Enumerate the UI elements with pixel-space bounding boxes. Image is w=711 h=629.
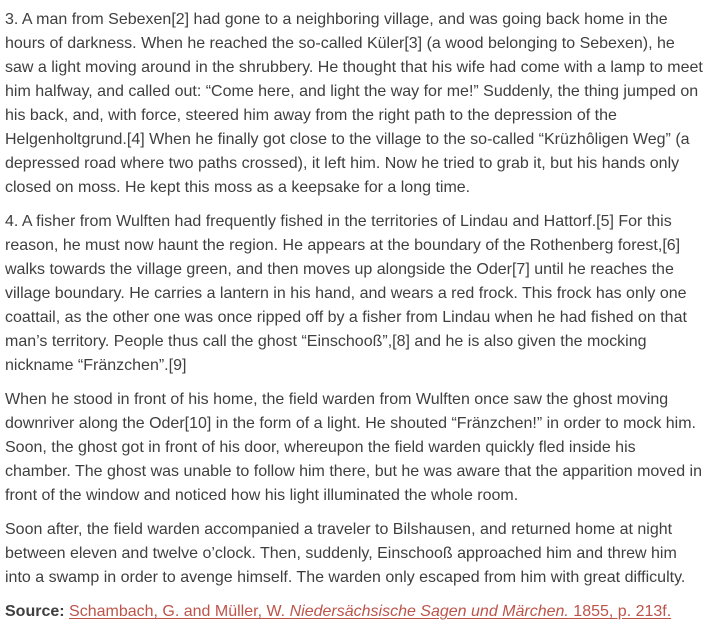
paragraph-4: Soon after, the field warden accompanied a traveler to Bilshausen, and returned home at night between eleven and twelve o’clock. Then, suddenly, Einschooß approached him and threw him into a swamp in order to avenge himself. The warden only escaped from him with great difficulty. <box>5 521 686 586</box>
paragraph-3: When he stood in front of his home, the field warden from Wulften once saw the ghost moving downriver along the Oder[10] in the form of a light. He shouted “Fränzchen!” in order to mock him. Soon, the ghost got in front of his door, whereupon the field warden quickly fled inside his chamber. The ghost was unable to follow him there, but he was aware that the apparition moved in front of the window and noticed how his light illuminated the whole room. <box>5 391 702 504</box>
source-citation-year-page: 1855, p. 213f. <box>568 603 672 620</box>
paragraph-1: 3. A man from Sebexen[2] had gone to a neighboring village, and was going back home in the hours of darkness. When he reached the so-called Küler[3] (a wood belonging to Sebexen), he saw a light moving around in the shrubbery. He thought that his wife had come with a lamp to meet him halfway, and called out: “Come here, and light the way for me!” Suddenly, the thing jumped on his back, and, with force, steered him away from the right path to the depression of the Helgenholtgrund.[4] When he finally got close to the village to the so-called “Krüzhôligen Weg” (a depressed road where two paths crossed), it left him. Now he tried to grab it, but his hands only closed on moss. He kept this moss as a keepsake for a long time. <box>5 11 703 196</box>
source-label: Source: <box>5 603 65 620</box>
source-citation-authors: Schambach, G. and Müller, W. <box>69 603 290 620</box>
source-line <box>5 600 705 624</box>
source-citation-title: Niedersächsische Sagen und Märchen. <box>289 603 569 620</box>
source-citation-link[interactable] <box>69 603 671 620</box>
paragraph-2: 4. A fisher from Wulften had frequently fished in the territories of Lindau and Hattorf.[5] For this reason, he must now haunt the region. He appears at the boundary of the Rothenberg forest,[6] walks towards the village green, and then moves up alongside the Oder[7] until he reaches the village boundary. He carries a lantern in his hand, and wears a red frock. This frock has only one coattail, as the other one was once ripped off by a fisher from Lindau when he had fished on that man’s territory. People thus call the ghost “Einschooß”,[8] and he is also given the mocking nickname “Fränzchen”.[9] <box>5 213 687 374</box>
